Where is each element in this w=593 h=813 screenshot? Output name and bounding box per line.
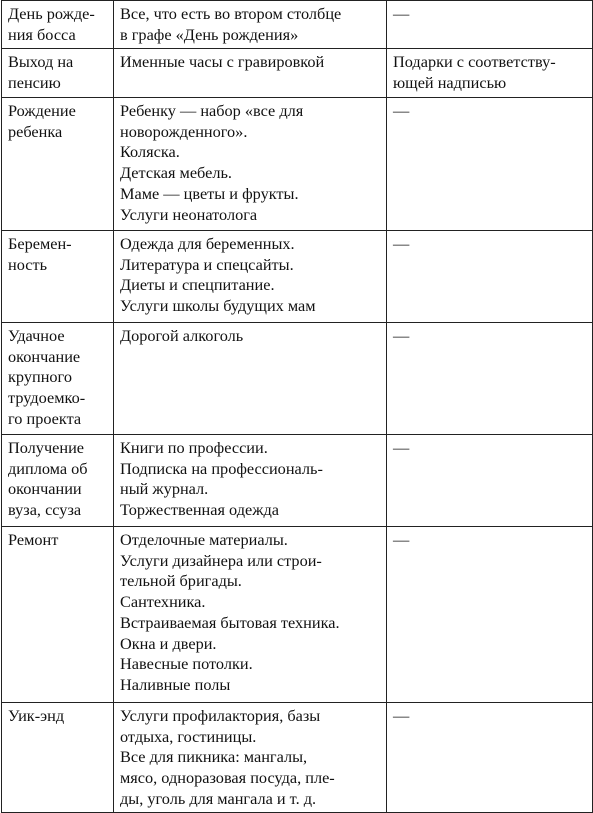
inscribed-gifts-cell: Подарки с соответству- ющей надписью [387,49,593,98]
inscribed-gifts-cell: — [387,231,593,323]
gifts-cell: Книги по профессии. Подписка на профессиональ- ный журнал. Торжественная одежда [114,435,387,527]
occasion-cell: Рождение ребенка [2,98,114,231]
table-row [2,323,593,435]
inscribed-gifts-cell: — [387,98,593,231]
inscribed-gifts-cell: — [387,435,593,527]
gifts-cell: Именные часы с гравировкой [114,49,387,98]
gifts-cell: Все, что есть во втором столбце в графе «День рождения» [114,1,387,49]
table-row [2,98,593,231]
gifts-cell: Услуги профилактория, базы отдыха, гостиницы. Все для пикника: мангалы, мясо, одноразовая посуда, пле- ды, уголь для мангала и т. д. [114,703,387,813]
occasion-cell: Ремонт [2,527,114,703]
table-row [2,1,593,49]
table-row [2,231,593,323]
inscribed-gifts-cell: — [387,703,593,813]
occasion-cell: Удачное окончание крупного трудоемко- го проекта [2,323,114,435]
table-row [2,703,593,813]
table-row [2,435,593,527]
gifts-cell: Ребенку — набор «все для новорожденного». Коляска. Детская мебель. Маме — цветы и фрукты. Услуги неонатолога [114,98,387,231]
inscribed-gifts-cell: — [387,527,593,703]
occasion-cell: Беремен- ность [2,231,114,323]
gifts-cell: Одежда для беременных. Литература и спецсайты. Диеты и спецпитание. Услуги школы будущих мам [114,231,387,323]
inscribed-gifts-cell: — [387,323,593,435]
gifts-cell: Дорогой алкоголь [114,323,387,435]
occasion-cell: Получение диплома об окончании вуза, ссуза [2,435,114,527]
inscribed-gifts-cell: — [387,1,593,49]
occasion-cell: Уик-энд [2,703,114,813]
occasion-cell: Выход на пенсию [2,49,114,98]
gift-table [1,0,593,813]
table-row [2,527,593,703]
table-row [2,49,593,98]
gifts-cell: Отделочные материалы. Услуги дизайнера или строи- тельной бригады. Сантехника. Встраиваемая бытовая техника. Окна и двери. Навесные потолки. Наливные полы [114,527,387,703]
occasion-cell: День рожде- ния босса [2,1,114,49]
